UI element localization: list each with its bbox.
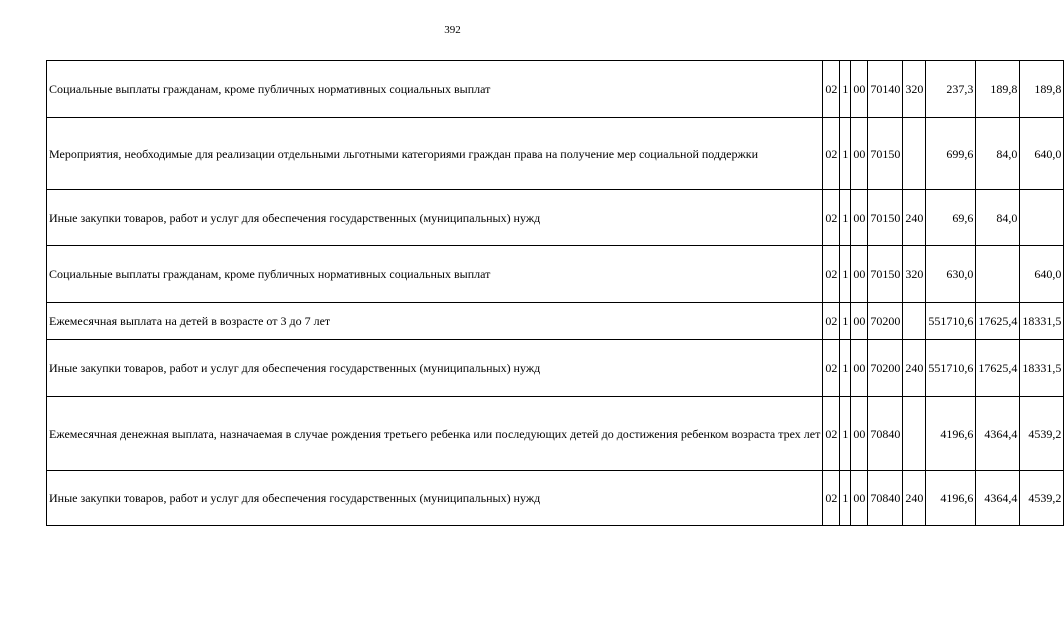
target-article-code: 70200 — [868, 303, 903, 340]
budget-table — [46, 60, 1064, 526]
target-article-code: 70150 — [868, 246, 903, 303]
page-number: 392 — [444, 24, 461, 36]
amount-1: 4196,6 — [926, 471, 976, 526]
section-code: 02 — [823, 340, 840, 397]
expense-type-code — [903, 118, 926, 190]
subprogram-code: 00 — [851, 340, 868, 397]
row-name: Ежемесячная выплата на детей в возрасте от 3 до 7 лет — [47, 303, 823, 340]
amount-2: 17625,4 — [976, 340, 1020, 397]
row-name: Иные закупки товаров, работ и услуг для обеспечения государственных (муниципальных) нужд — [47, 340, 823, 397]
row-name: Социальные выплаты гражданам, кроме публичных нормативных социальных выплат — [47, 61, 823, 118]
section-code: 02 — [823, 471, 840, 526]
amount-3: 18331,5 — [1020, 340, 1064, 397]
program-code: 1 — [840, 397, 851, 471]
program-code: 1 — [840, 190, 851, 246]
table-row — [47, 61, 1064, 118]
subprogram-code: 00 — [851, 246, 868, 303]
amount-1: 69,6 — [926, 190, 976, 246]
section-code: 02 — [823, 190, 840, 246]
table-row — [47, 397, 1064, 471]
amount-3: 4539,2 — [1020, 471, 1064, 526]
expense-type-code: 240 — [903, 471, 926, 526]
amount-1: 4196,6 — [926, 397, 976, 471]
amount-2: 17625,4 — [976, 303, 1020, 340]
subprogram-code: 00 — [851, 303, 868, 340]
section-code: 02 — [823, 397, 840, 471]
row-name: Социальные выплаты гражданам, кроме публичных нормативных социальных выплат — [47, 246, 823, 303]
section-code: 02 — [823, 118, 840, 190]
amount-2: 189,8 — [976, 61, 1020, 118]
amount-1: 551710,6 — [926, 303, 976, 340]
amount-3: 640,0 — [1020, 246, 1064, 303]
amount-2 — [976, 246, 1020, 303]
table-row — [47, 118, 1064, 190]
amount-1: 630,0 — [926, 246, 976, 303]
amount-1: 237,3 — [926, 61, 976, 118]
subprogram-code: 00 — [851, 118, 868, 190]
subprogram-code: 00 — [851, 190, 868, 246]
program-code: 1 — [840, 471, 851, 526]
program-code: 1 — [840, 340, 851, 397]
section-code: 02 — [823, 303, 840, 340]
expense-type-code: 240 — [903, 340, 926, 397]
amount-3 — [1020, 190, 1064, 246]
expense-type-code: 240 — [903, 190, 926, 246]
program-code: 1 — [840, 61, 851, 118]
program-code: 1 — [840, 303, 851, 340]
subprogram-code: 00 — [851, 61, 868, 118]
amount-2: 4364,4 — [976, 397, 1020, 471]
amount-3: 189,8 — [1020, 61, 1064, 118]
amount-1: 699,6 — [926, 118, 976, 190]
expense-type-code: 320 — [903, 246, 926, 303]
amount-2: 84,0 — [976, 118, 1020, 190]
section-code: 02 — [823, 61, 840, 118]
table-row — [47, 303, 1064, 340]
program-code: 1 — [840, 246, 851, 303]
expense-type-code: 320 — [903, 61, 926, 118]
amount-3: 18331,5 — [1020, 303, 1064, 340]
amount-2: 84,0 — [976, 190, 1020, 246]
amount-3: 4539,2 — [1020, 397, 1064, 471]
row-name: Ежемесячная денежная выплата, назначаемая в случае рождения третьего ребенка или последующих детей до достижения ребенком возраста трех лет — [47, 397, 823, 471]
row-name: Иные закупки товаров, работ и услуг для обеспечения государственных (муниципальных) нужд — [47, 190, 823, 246]
target-article-code: 70150 — [868, 118, 903, 190]
target-article-code: 70150 — [868, 190, 903, 246]
table-row — [47, 340, 1064, 397]
target-article-code: 70200 — [868, 340, 903, 397]
amount-2: 4364,4 — [976, 471, 1020, 526]
program-code: 1 — [840, 118, 851, 190]
target-article-code: 70840 — [868, 397, 903, 471]
target-article-code: 70140 — [868, 61, 903, 118]
section-code: 02 — [823, 246, 840, 303]
amount-3: 640,0 — [1020, 118, 1064, 190]
table-row — [47, 190, 1064, 246]
subprogram-code: 00 — [851, 471, 868, 526]
expense-type-code — [903, 303, 926, 340]
subprogram-code: 00 — [851, 397, 868, 471]
amount-1: 551710,6 — [926, 340, 976, 397]
table-row — [47, 246, 1064, 303]
target-article-code: 70840 — [868, 471, 903, 526]
expense-type-code — [903, 397, 926, 471]
row-name: Иные закупки товаров, работ и услуг для обеспечения государственных (муниципальных) нужд — [47, 471, 823, 526]
row-name: Мероприятия, необходимые для реализации отдельными льготными категориями граждан права на получение мер социальной поддержки — [47, 118, 823, 190]
table-row — [47, 471, 1064, 526]
